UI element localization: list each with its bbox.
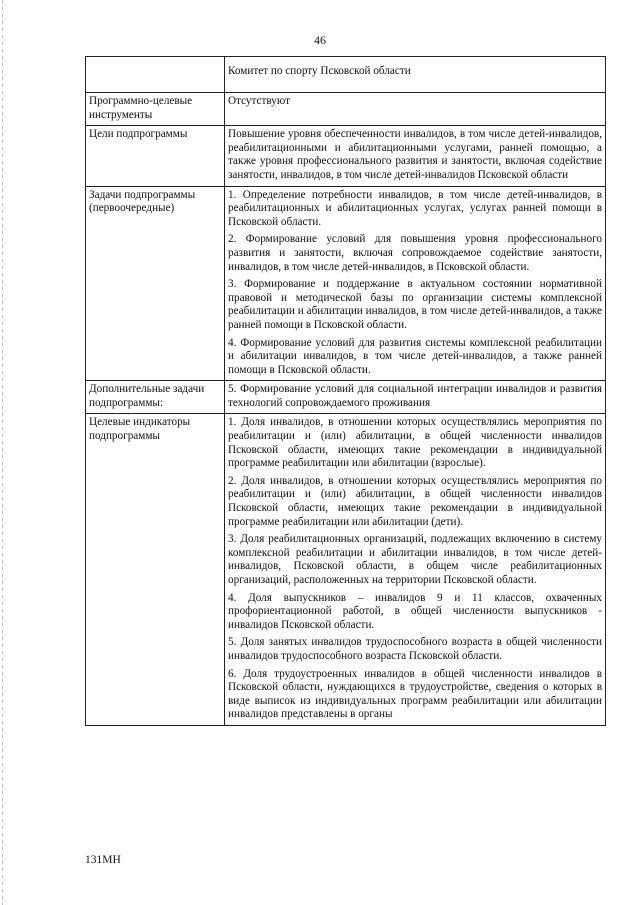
row-label: Программно-целевые инструменты (86, 93, 225, 126)
indicator-item: 3. Доля реабилитационных организаций, подлежащих включению в систему комплексной реабилитации и абилитации инвалидов, в том числе детей-инвалидов, Псковской области, в общем числе реабилитационных организаций, расположенных на территории Псковской области. (228, 533, 602, 586)
indicator-item: 1. Доля инвалидов, в отношении которых осуществлялись мероприятия по реабилитации и (или) абилитации, в общей численности инвалидов Псковской области, имеющих такие рекомендации в индивидуальной программе реабилитации или абилитации (взрослые). (228, 416, 602, 470)
indicator-item: 2. Доля инвалидов, в отношении которых осуществлялись мероприятия по реабилитации и (или) абилитации, в общей численности инвалидов Псковской области, имеющих такие рекомендации в индивидуальной программе реабилитации или абилитации (дети). (228, 474, 602, 528)
task-item: 4. Формирование условий для развития системы комплексной реабилитации и абилитации инвалидов, в том числе детей-инвалидов, а также ранней помощи в Псковской области. (228, 336, 602, 376)
goals-text: Повышение уровня обеспеченности инвалидов, в том числе детей-инвалидов, реабилитационными и абилитационными услугами, ранней помощью, а также уровня профессионального развития и занятости, включая содействие занятости, инвалидов, в том числе детей-инвалидов Псковской области (228, 128, 602, 181)
task-item: 2. Формирование условий для повышения уровня профессионального развития и занятости, включая сопровождаемое содействие занятости, инвалидов, в том числе детей-инвалидов, в Псковской области. (228, 233, 602, 273)
table-row (86, 126, 606, 186)
program-tools-text: Отсутствуют (228, 95, 290, 107)
row-label: Цели подпрограммы (86, 126, 225, 186)
table-row (86, 93, 606, 126)
row-content (225, 186, 606, 381)
indicator-item: 4. Доля выпускников – инвалидов 9 и 11 классов, охваченных профориентационной работой, в общей численности выпускников - инвалидов Псковской области. (228, 591, 602, 631)
task-item: 1. Определение потребности инвалидов, в том числе детей-инвалидов, в реабилитационных и абилитационных услугах, услугах ранней помощи в Псковской области. (228, 188, 602, 228)
row-label: Дополнительные задачи подпрограммы: (86, 381, 225, 414)
row-content (225, 93, 606, 126)
table-row (86, 186, 606, 381)
table-row (86, 381, 606, 414)
table-row (86, 414, 606, 725)
subprogram-passport-table (85, 56, 606, 726)
row-label: Целевые индикаторы подпрограммы (86, 414, 225, 725)
row-content (225, 126, 606, 186)
task-item: 3. Формирование и поддержание в актуальном состоянии нормативной правовой и методической базы по организации системы комплексной реабилитации и абилитации инвалидов, в том числе детей-инвалидов, а также ранней помощи в Псковской области. (228, 278, 602, 331)
scan-edge-mark (2, 0, 3, 905)
document-code: 131МН (85, 854, 121, 866)
row-content (225, 381, 606, 414)
row-content (225, 414, 606, 725)
responsible-executor-text: Комитет по спорту Псковской области (228, 65, 411, 77)
indicator-item: 6. Доля трудоустроенных инвалидов в общей численности инвалидов в Псковской области, нуждающихся в трудоустройстве, сведения о которых в виде выписок из индивидуальных программ реабилитации или абилитации инвалидов представлены в органы (228, 667, 602, 721)
indicator-item: 5. Доля занятых инвалидов трудоспособного возраста в общей численности инвалидов трудоспособного возраста Псковской области. (228, 636, 602, 662)
row-label: Задачи подпрограммы (первоочередные) (86, 186, 225, 381)
table-row (86, 57, 606, 93)
row-content (225, 57, 606, 93)
additional-task-text: 5. Формирование условий для социальной интеграции инвалидов и развития технологий сопровождаемого проживания (228, 383, 602, 409)
row-label (86, 57, 225, 93)
page-number: 46 (314, 33, 326, 47)
